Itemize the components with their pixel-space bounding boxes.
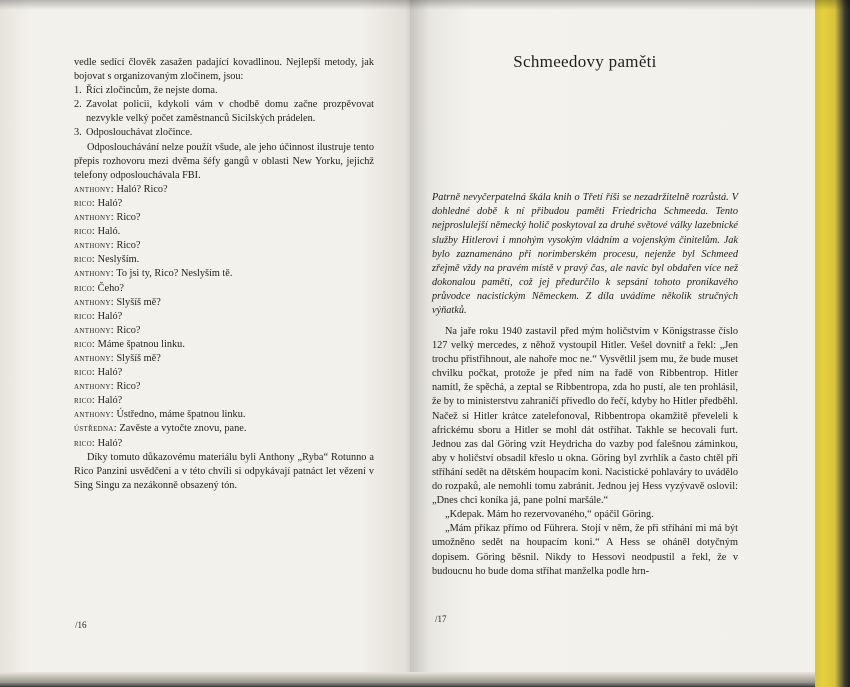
chapter-intro: Patrně nevyčerpatelná škála knih o Třetí říši se nezadržitelně rozrůstá. V dohledné době k ní přibudou paměti Friedricha Schmeeda. Tento nejproslulejší německý holič poskytoval za druhé světové války lazebnické služby Hitlerovi i mnohým vysokým vládním a vojenským činitelům. Jak bylo zaznamenáno při norimberském procesu, nejenže byl Schmeed zřejmě vždy na pravém místě v pravý čas, ale navíc byl obdařen více než dokonalou pamětí, což jej předurčilo k sepsání tohoto pronikavého průvodce nacistickým Německem. Z díla uvádíme několik stručných výňatků. [432, 192, 738, 317]
book-cover-edge [815, 0, 850, 687]
dialogue-line: rico: Haló? [74, 437, 123, 449]
numbered-list [74, 84, 374, 140]
dialogue-line: anthony: Rico? [74, 240, 141, 252]
paragraph: „Mám příkaz přímo od Führera. Stojí v něm, že při stříhání mi má být umožněno sedět na houpacím koni.“ A Hess se oháněl dotyčným dopisem. Göring běsnil. Nikdy to Hessovi neodpustil a řekl, že v budoucnu ho bude doma stříhat manželka podle hrn- [432, 523, 738, 577]
dialogue-line: rico: Neslyším. [74, 254, 140, 266]
paragraph: Odposlouchávání nelze použít všude, ale jeho účinnost ilustruje tento přepis rozhovoru mezi dvěma šéfy gangů v oblasti New Yorku, jejichž telefony odposlouchávala FBI. [74, 141, 374, 181]
dialogue-line: anthony: Rico? [74, 212, 141, 224]
dialogue-line: anthony: Slyšíš mě? [74, 352, 161, 364]
paragraph: „Kdepak. Mám ho rezervovaného,“ opáčil Göring. [445, 509, 654, 521]
top-shadow [0, 0, 850, 10]
paragraph: vedle sedící člověk zasažen padající kovadlinou. Nejlepší metody, jak bojovat s organizovaným zločinem, jsou: [74, 57, 374, 83]
dialogue-line: rico: Čeho? [74, 282, 124, 294]
dialogue-line: rico: Haló? [74, 367, 123, 379]
left-page-text [74, 56, 374, 493]
page-bottom-edge [0, 672, 815, 687]
dialogue-line: rico: Haló? [74, 395, 123, 407]
list-item: 2. Zavolat policii, kdykoli vám v chodbě domu začne prozpěvovat nezvykle velký počet zaměstnanců Sicilských prádelen. [74, 99, 374, 125]
chapter-title: Schmeedovy paměti [513, 52, 657, 71]
dialogue-line: anthony: Slyšíš mě? [74, 296, 161, 308]
list-item: 1. Říci zločincům, že nejste doma. [74, 85, 218, 97]
dialogue-line: rico: Haló? [74, 310, 123, 322]
dialogue [74, 183, 374, 451]
paragraph: Na jaře roku 1940 zastavil před mým holičstvím v Königstrasse číslo 127 velký mercedes, z něhož vystoupil Hitler. Vešel dovnitř a řekl: „Jen trochu přistřihnout, ale nahoře moc ne.“ Vysvětlil jsem mu, že bude muset chvilku počkat, protože je před ním na řadě von Ribbentrop. Hitler namítl, že spěchá, a zeptal se Ribbentropa, zda ho pustí, ale ten prohlásil, že by to ministerstvu zahraničí přivedlo do řečí, kdyby ho Hitler předběhl. Načež si Hitler krátce zatelefonoval, Ribbentropa okamžitě převeleli k africkému sboru a Hitler se mohl dát ostříhat. Takhle se hecovali furt. Jednou zas dal Göring vzít Heydricha do vazby pod falešnou záminkou, aby v holičství obsadil křeslo u okna. Göring byl zvrhlík a často chtěl při stříhání sedět na dětském houpacím koni. Nacistické pohlaváry to uvádělo do rozpaků, ale nemohli tomu zabránit. Jednou jej Hess vyzývavě oslovil: „Dnes chci koníka já, pane polní maršále.“ [432, 326, 738, 507]
dialogue-line: anthony: Rico? [74, 381, 141, 393]
dialogue-line: ústředna: Zavěste a vytočte znovu, pane. [74, 423, 247, 435]
paragraph: Díky tomuto důkazovému materiálu byli Anthony „Ryba“ Rotunno a Rico Panzini usvědčeni a v této chvíli si odpykávají patnáct let vězení v Sing Singu za nezákonně obsazený tón. [74, 451, 374, 491]
page-number: /16 [75, 620, 87, 630]
dialogue-line: anthony: Haló? Rico? [74, 183, 168, 195]
dialogue-line: rico: Haló? [74, 197, 123, 209]
dialogue-line: anthony: To jsi ty, Rico? Neslyším tě. [74, 268, 233, 280]
right-page-text [432, 325, 738, 579]
dialogue-line: anthony: Ústředno, máme špatnou linku. [74, 409, 246, 421]
list-item: 3. Odposlouchávat zločince. [74, 127, 193, 139]
dialogue-line: rico: Haló. [74, 226, 121, 238]
dialogue-line: anthony: Rico? [74, 324, 141, 336]
page-number: /17 [435, 614, 447, 624]
dialogue-line: rico: Máme špatnou linku. [74, 338, 185, 350]
